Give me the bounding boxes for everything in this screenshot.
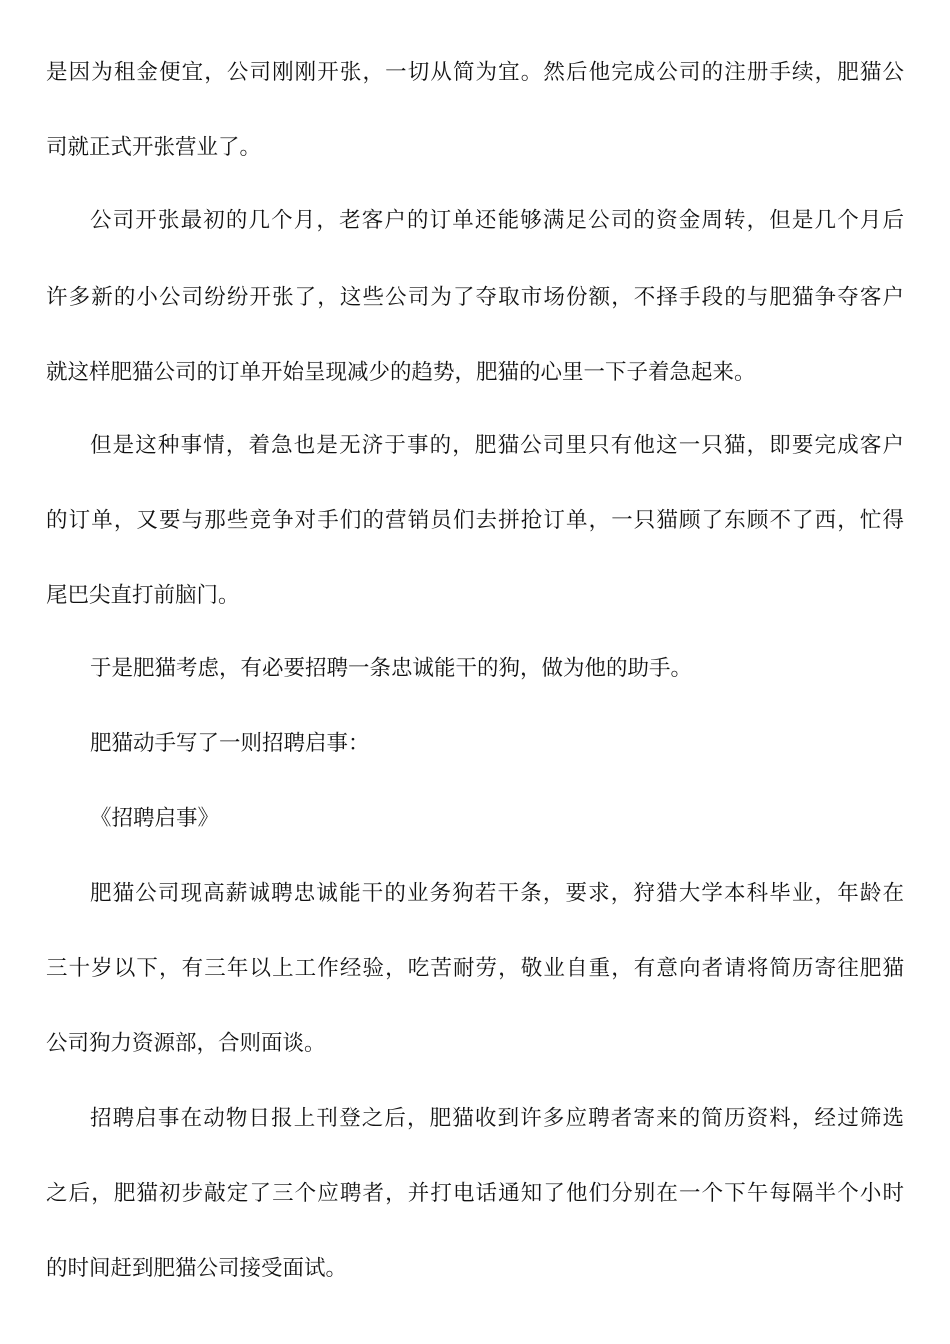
text-line: 是因为租金便宜，公司刚刚开张，一切从简为宜。然后他完成公司的注册手续，肥猫公 xyxy=(46,60,904,85)
text-line: 的订单，又要与那些竞争对手们的营销员们去拼抢订单，一只猫顾了东顾不了西，忙得 xyxy=(46,508,904,533)
text-line: 于是肥猫考虑，有必要招聘一条忠诚能干的狗，做为他的助手。 xyxy=(90,656,693,681)
notice-title: 《招聘启事》 xyxy=(90,806,220,831)
text-line: 招聘启事在动物日报上刊登之后，肥猫收到许多应聘者寄来的简历资料，经过筛选 xyxy=(90,1106,904,1131)
text-line: 就这样肥猫公司的订单开始呈现减少的趋势，肥猫的心里一下子着急起来。 xyxy=(46,360,756,385)
text-line: 公司开张最初的几个月，老客户的订单还能够满足公司的资金周转，但是几个月后 xyxy=(90,208,904,233)
text-line: 尾巴尖直打前脑门。 xyxy=(46,583,240,608)
text-line: 的时间赶到肥猫公司接受面试。 xyxy=(46,1256,348,1281)
text-line: 司就正式开张营业了。 xyxy=(46,135,262,160)
text-line: 肥猫公司现高薪诚聘忠诚能干的业务狗若干条，要求，狩猎大学本科毕业，年龄在 xyxy=(90,881,904,906)
text-line: 但是这种事情，着急也是无济于事的，肥猫公司里只有他这一只猫，即要完成客户 xyxy=(90,433,904,458)
text-line: 三十岁以下，有三年以上工作经验，吃苦耐劳，敬业自重，有意向者请将简历寄往肥猫 xyxy=(46,956,904,981)
text-line: 肥猫动手写了一则招聘启事： xyxy=(90,731,370,756)
text-line: 之后，肥猫初步敲定了三个应聘者，并打电话通知了他们分别在一个下午每隔半个小时 xyxy=(46,1181,904,1206)
text-line: 许多新的小公司纷纷开张了，这些公司为了夺取市场份额，不择手段的与肥猫争夺客户 xyxy=(46,285,904,310)
text-line: 公司狗力资源部，合则面谈。 xyxy=(46,1031,326,1056)
